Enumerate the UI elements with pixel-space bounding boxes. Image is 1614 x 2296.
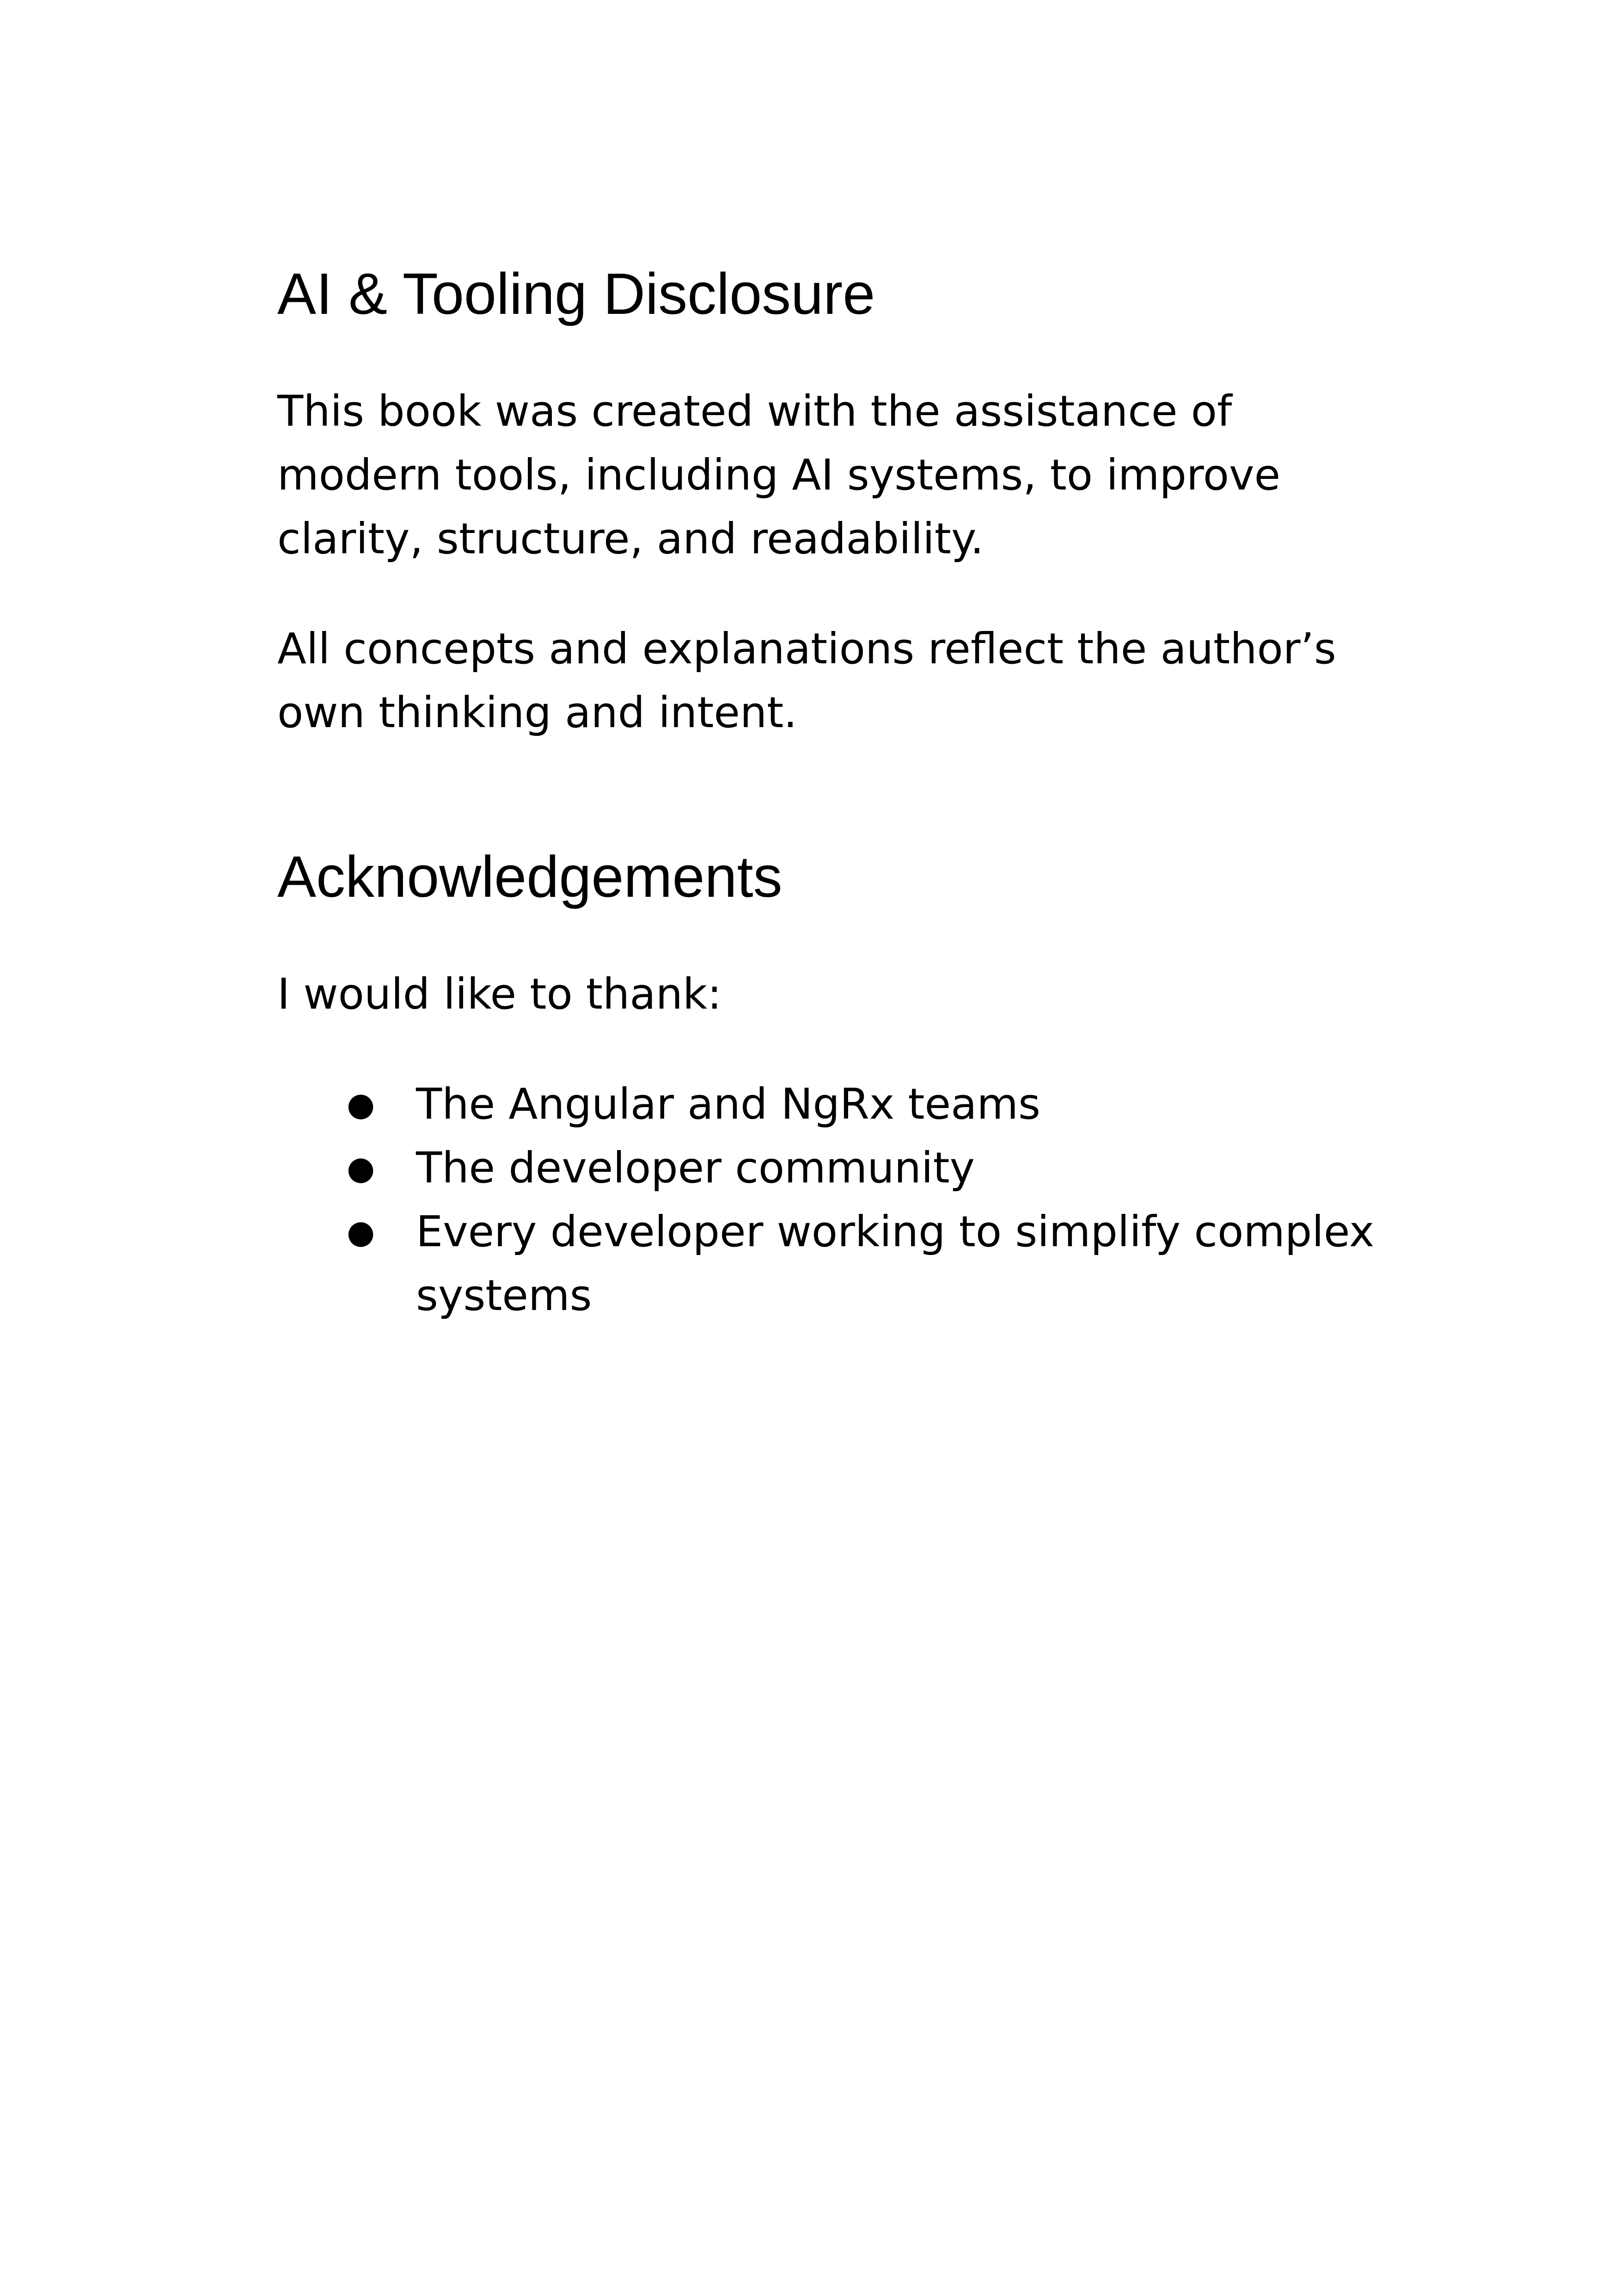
list-item xyxy=(277,1200,1396,1328)
page-content xyxy=(277,259,1377,1328)
bullet-icon: ● xyxy=(347,1085,375,1124)
list-item xyxy=(277,1072,1396,1136)
disclosure-paragraph-2: All concepts and explanations reflect the author’s own thinking and intent. xyxy=(277,624,1336,738)
list-item-text: The Angular and NgRx teams xyxy=(416,1079,1041,1129)
acknowledgements-heading: Acknowledgements xyxy=(277,844,783,910)
bullet-icon: ● xyxy=(347,1149,375,1188)
bullet-icon: ● xyxy=(347,1213,375,1251)
disclosure-paragraph-1: This book was created with the assistance of modern tools, including AI systems, to improve clarity, structure, and readability. xyxy=(277,386,1281,564)
list-item xyxy=(277,1136,1396,1200)
acknowledgements-intro: I would like to thank: xyxy=(277,969,722,1019)
list-item-text: Every developer working to simplify complex systems xyxy=(416,1207,1375,1321)
list-item-text: The developer community xyxy=(416,1143,975,1193)
disclosure-heading: AI & Tooling Disclosure xyxy=(277,261,875,326)
acknowledgements-list xyxy=(277,1072,1377,1328)
